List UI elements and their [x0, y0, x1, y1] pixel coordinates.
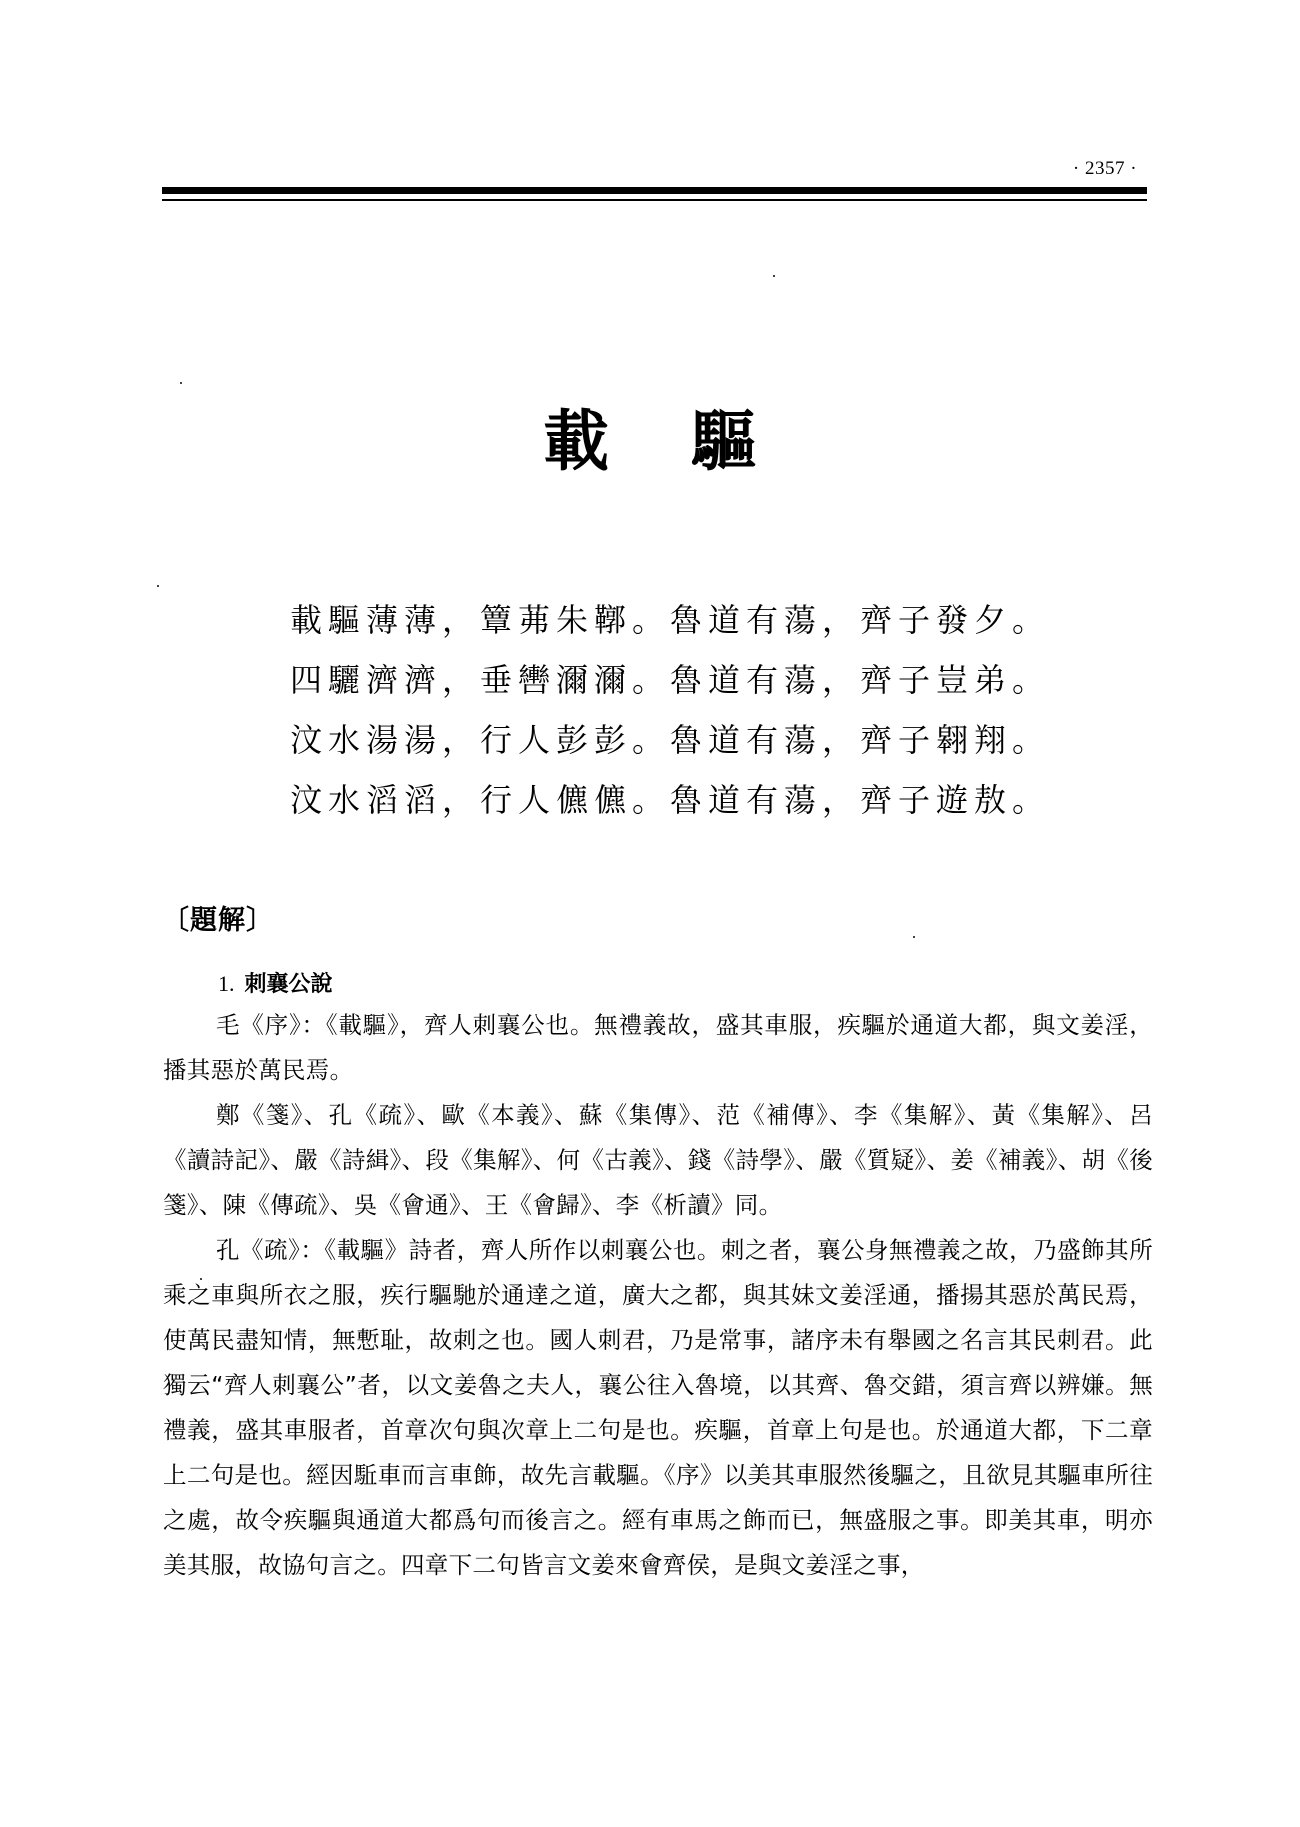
subsection-heading: [218, 967, 333, 998]
subsection-label: 刺襄公說: [244, 972, 333, 997]
subsection-number: 1.: [218, 971, 235, 996]
poem-line: 汶水滔滔，行人儦儦。魯道有蕩，齊子遊敖。: [290, 781, 1051, 819]
scan-speck: [157, 585, 159, 587]
scan-speck: [180, 382, 182, 384]
page-number: · 2357 ·: [1072, 158, 1138, 179]
poem-line: 載驅薄薄，簟茀朱鞹。魯道有蕩，齊子發夕。: [290, 601, 1051, 639]
paragraph: 孔《疏》：《載驅》詩者，齊人所作以刺襄公也。刺之者，襄公身無禮義之故，乃盛飾其所乘之車與所衣之服，疾行驅馳於通達之道，廣大之都，與其妹文姜淫通，播揚其惡於萬民焉，使萬民盡知情，無慙耻，故刺之也。國人刺君，乃是常事，諸序未有舉國之名言其民刺君。此獨云“齊人刺襄公”者，以文姜魯之夫人，襄公往入魯境，以其齊、魯交錯，須言齊以辨嫌。無禮義，盛其車服者，首章次句與次章上二句是也。疾驅，首章上句是也。於通道大都，下二章上二句是也。經因駈車而言車飾，故先言載驅。《序》以美其車服然後驅之，且欲見其驅車所往之處，故令疾驅與通道大都爲句而後言之。經有車馬之飾而已，無盛服之事。即美其車，明亦美其服，故協句言之。四章下二句皆言文姜來會齊侯，是與文姜淫之事，: [163, 1236, 1153, 1579]
header-rule-thick: [162, 187, 1147, 194]
poem-line: 汶水湯湯，行人彭彭。魯道有蕩，齊子翱翔。: [290, 721, 1051, 759]
body-text: [163, 1003, 1153, 1588]
scan-speck: [200, 1278, 202, 1280]
section-heading: 〔題解〕: [162, 905, 274, 936]
poem: [290, 590, 1070, 830]
scan-speck: [773, 275, 775, 277]
paragraph: 毛《序》：《載驅》，齊人刺襄公也。無禮義故，盛其車服，疾驅於通道大都，與文姜淫，播其惡於萬民焉。: [163, 1011, 1153, 1084]
paragraph: 鄭《箋》、孔《疏》、歐《本義》、蘇《集傳》、范《補傳》、李《集解》、黃《集解》、呂《讀詩記》、嚴《詩緝》、段《集解》、何《古義》、錢《詩學》、嚴《質疑》、姜《補義》、胡《後箋》、陳《傳疏》、吳《會通》、王《會歸》、李《析讀》同。: [163, 1101, 1153, 1219]
header-rule-thin: [162, 199, 1147, 201]
scan-speck: [913, 936, 915, 938]
page-title: 載驅: [543, 402, 839, 480]
poem-line: 四驪濟濟，垂轡濔濔。魯道有蕩，齊子豈弟。: [290, 661, 1051, 699]
